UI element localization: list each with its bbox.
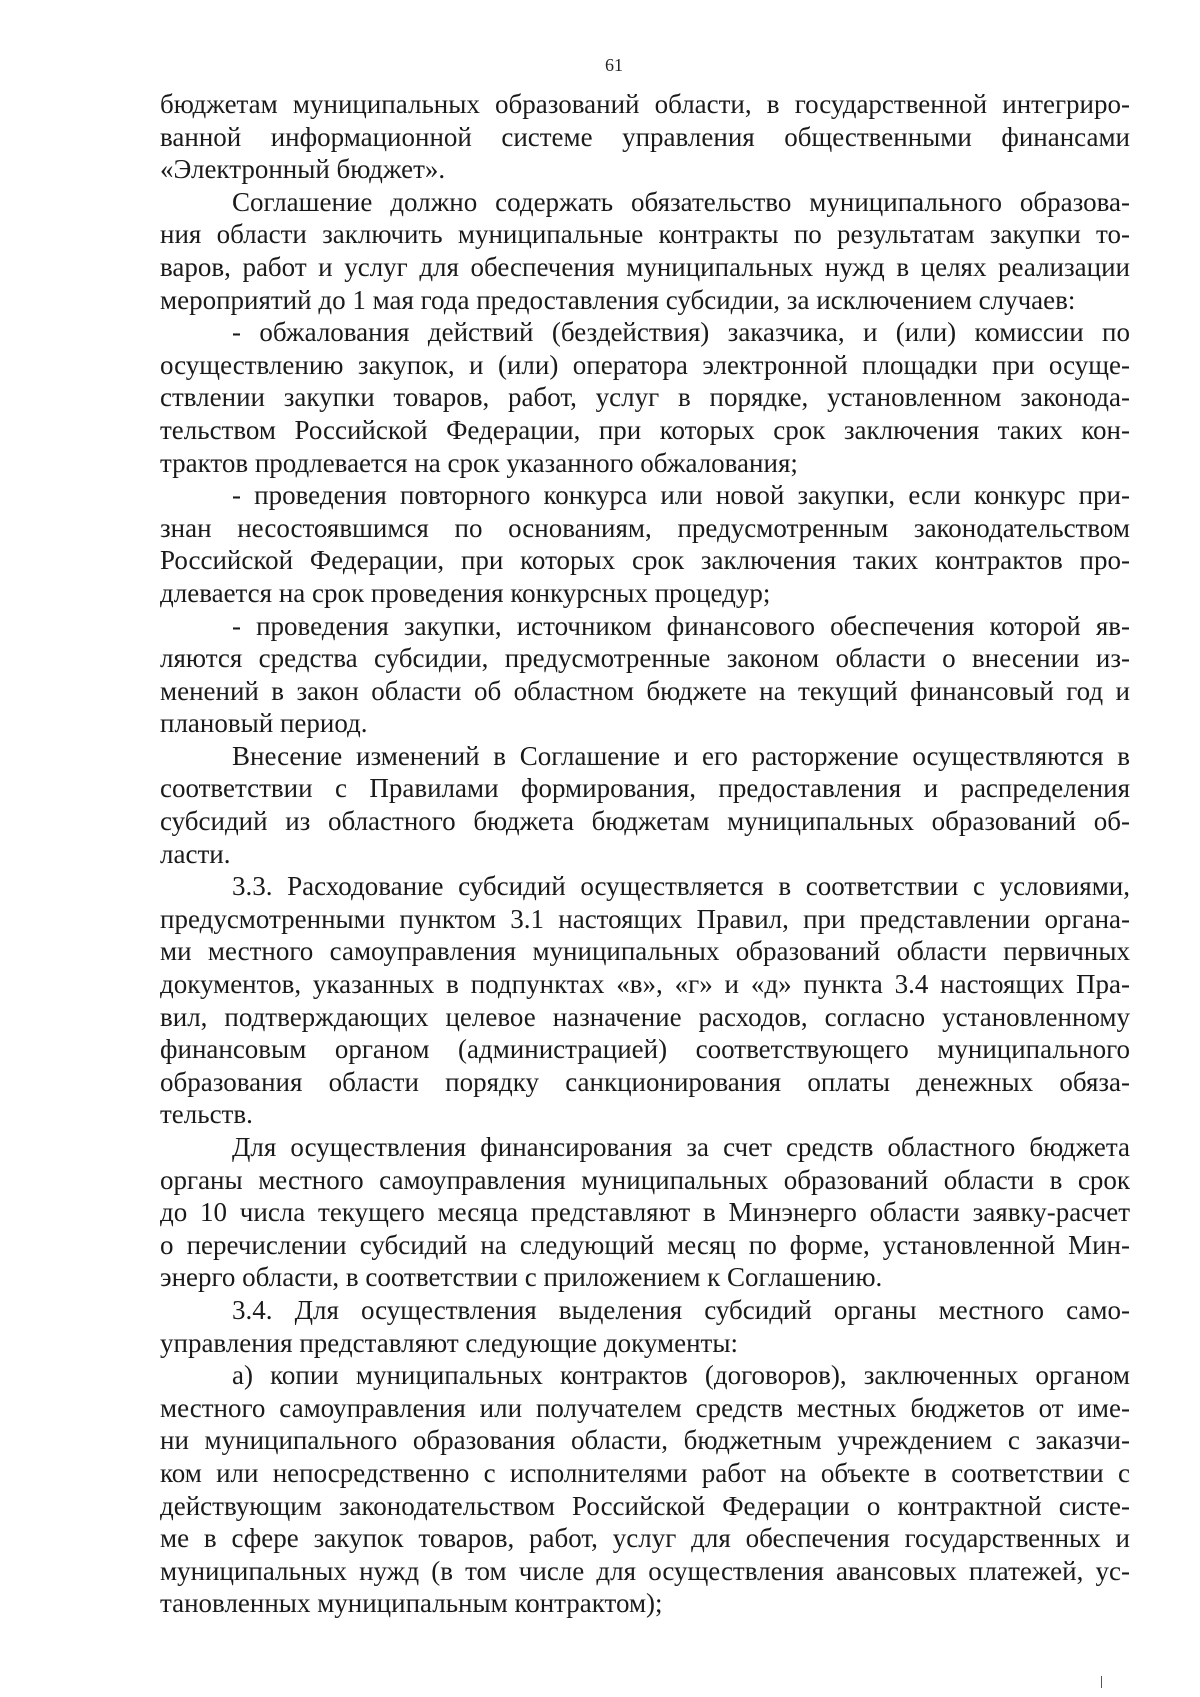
- text-line: муниципальных нужд (в том числе для осуществления авансовых платежей, ус-: [160, 1555, 1130, 1586]
- text-line: ме в сфере закупок товаров, работ, услуг для обеспечения государственных и: [160, 1523, 1130, 1554]
- text-line: менений в закон области об областном бюджете на текущий финансовый год и: [160, 675, 1130, 706]
- text-line: управления представляют следующие документы:: [160, 1327, 738, 1358]
- text-line: субсидий из областного бюджета бюджетам муниципальных образований об-: [160, 806, 1130, 837]
- text-line: 3.3. Расходование субсидий осуществляется в соответствии с условиями,: [232, 871, 1130, 902]
- page-number: 61: [605, 55, 623, 75]
- text-line: ния области заключить муниципальные контракты по результатам закупки то-: [160, 219, 1130, 250]
- text-line: о перечислении субсидий на следующий месяц по форме, установленной Мин-: [160, 1229, 1130, 1260]
- text-line: ком или непосредственно с исполнителями работ на объекте в соответствии с: [160, 1457, 1130, 1488]
- text-line: Для осуществления финансирования за счет средств областного бюджета: [232, 1132, 1130, 1162]
- text-line: Соглашение должно содержать обязательство муниципального образова-: [232, 186, 1130, 217]
- text-line: ни муниципального образования области, бюджетным учреждением с заказчи-: [160, 1425, 1130, 1456]
- text-line: варов, работ и услуг для обеспечения муниципальных нужд в целях реализации: [160, 251, 1130, 282]
- text-line: ствлении закупки товаров, работ, услуг в порядке, установленном законода-: [160, 382, 1130, 413]
- text-line: соответствии с Правилами формирования, предоставления и распределения: [160, 773, 1130, 804]
- text-line: образования области порядку санкционирования оплаты денежных обяза-: [160, 1066, 1130, 1097]
- text-line: ляются средства субсидии, предусмотренные законом области о внесении из-: [160, 643, 1130, 674]
- text-line: трактов продлевается на срок указанного обжалования;: [160, 447, 798, 478]
- text-line: ванной информационной системе управления общественными финансами: [160, 121, 1130, 152]
- text-line: «Электронный бюджет».: [160, 154, 446, 185]
- text-line: Российской Федерации, при которых срок заключения таких контрактов про-: [160, 545, 1130, 576]
- text-line: бюджетам муниципальных образований области, в государственной интегриро-: [160, 89, 1130, 119]
- text-line: действующим законодательством Российской Федерации о контрактной систе-: [160, 1490, 1130, 1521]
- text-line: до 10 числа текущего месяца представляют в Минэнерго области заявку-расчет: [160, 1197, 1130, 1228]
- text-line: ми местного самоуправления муниципальных образований области первичных: [160, 936, 1130, 967]
- text-line: осуществлению закупок, и (или) оператора электронной площадки при осуще-: [160, 349, 1130, 380]
- text-line: местного самоуправления или получателем средств местных бюджетов от име-: [160, 1392, 1130, 1423]
- text-line: а) копии муниципальных контрактов (договоров), заключенных органом: [232, 1360, 1130, 1391]
- text-line: органы местного самоуправления муниципальных образований области в срок: [160, 1164, 1130, 1195]
- text-line: ласти.: [160, 838, 231, 869]
- text-line: документов, указанных в подпунктах «в», «г» и «д» пункта 3.4 настоящих Пра-: [160, 969, 1130, 1000]
- text-line: финансовым органом (администрацией) соответствующего муниципального: [160, 1034, 1130, 1065]
- text-line: Внесение изменений в Соглашение и его расторжение осуществляются в: [232, 740, 1130, 771]
- text-line: - проведения закупки, источником финансового обеспечения которой яв-: [232, 610, 1130, 641]
- text-line: тановленных муниципальным контрактом);: [160, 1588, 663, 1619]
- text-line: - обжалования действий (бездействия) заказчика, и (или) комиссии по: [232, 317, 1130, 348]
- text-line: тельством Российской Федерации, при которых срок заключения таких кон-: [160, 414, 1130, 445]
- scan-mark: [1101, 1676, 1102, 1688]
- text-line: - проведения повторного конкурса или новой закупки, если конкурс при-: [232, 480, 1130, 511]
- text-line: тельств.: [160, 1099, 253, 1130]
- text-line: мероприятий до 1 мая года предоставления субсидии, за исключением случаев:: [160, 284, 1076, 315]
- text-line: энерго области, в соответствии с приложением к Соглашению.: [160, 1262, 883, 1293]
- text-line: знан несостоявшимся по основаниям, предусмотренным законодательством: [160, 512, 1130, 543]
- text-line: длевается на срок проведения конкурсных процедур;: [160, 577, 771, 608]
- text-line: вил, подтверждающих целевое назначение расходов, согласно установленному: [160, 1001, 1130, 1032]
- document-body: [160, 88, 1130, 1620]
- text-line: 3.4. Для осуществления выделения субсидий органы местного само-: [232, 1294, 1130, 1325]
- text-line: предусмотренными пунктом 3.1 настоящих Правил, при представлении органа-: [160, 903, 1130, 934]
- text-line: плановый период.: [160, 708, 368, 739]
